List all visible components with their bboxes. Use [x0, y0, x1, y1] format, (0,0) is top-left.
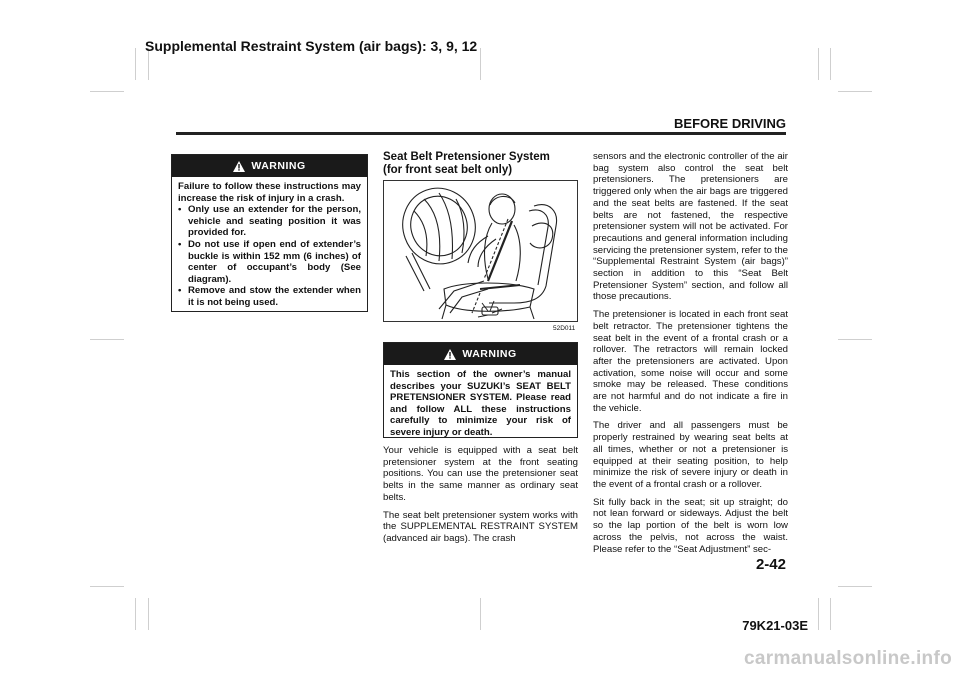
crop-mark — [830, 598, 831, 630]
paragraph: The seat belt pretensioner system works with the SUPPLEMENTAL RESTRAINT SYSTEM (advanced air bags). The crash — [383, 509, 578, 544]
paragraph: The pretensioner is located in each front seat belt retractor. The pretensioner tightens the seat belt in the event of a frontal crash or a rollover. The retractors will remain locked after the pretensioners are activated. Upon activation, some noise will occur and some smoke may be released. These conditions are not harmful and do not indicate a fire in the vehicle. — [593, 309, 788, 414]
warning-bullet: • Remove and stow the extender when it is not being used. — [178, 285, 361, 308]
crop-mark — [838, 339, 872, 340]
warning-heading: WARNING — [384, 343, 577, 365]
crop-mark — [148, 598, 149, 630]
warning-box-pretensioner — [383, 342, 578, 438]
crop-mark — [90, 339, 124, 340]
crop-mark — [90, 91, 124, 92]
section-title: Seat Belt Pretensioner System (for front seat belt only) — [383, 151, 550, 176]
warning-heading: WARNING — [172, 155, 367, 177]
warning-triangle-icon — [233, 161, 245, 172]
paragraph: Sit fully back in the seat; sit up straight; do not lean forward or sideways. Adjust the belt so the lap portion of the belt is worn low across the pelvis, not across the waist. Please refer to the “Seat Adjustment” sec- — [593, 496, 788, 555]
figure-code: 52D011 — [553, 325, 576, 332]
page-number: 2-42 — [755, 556, 786, 573]
crop-mark — [818, 48, 819, 80]
column-2-text — [383, 445, 578, 551]
crop-mark — [830, 48, 831, 80]
column-3-text — [593, 151, 788, 561]
warning-text: This section of the owner’s manual describes your SUZUKI’s SEAT BELT PRETENSIONER SYSTEM. Please read and follow ALL these instructions carefully to minimize your risk of severe injury or death. — [390, 369, 571, 438]
warning-intro: Failure to follow these instructions may increase the risk of injury in a crash. — [178, 181, 361, 204]
section-header: BEFORE DRIVING — [674, 116, 786, 131]
top-caption: Supplemental Restraint System (air bags): 3, 9, 12 — [145, 38, 478, 54]
crop-mark — [818, 598, 819, 630]
watermark: carmanualsonline.info — [744, 648, 952, 669]
seat-airbag-drawing — [384, 181, 577, 321]
document-code: 79K21-03E — [742, 618, 808, 633]
crop-mark — [135, 48, 136, 80]
paragraph: The driver and all passengers must be properly restrained by wearing seat belts at all times, whether or not a pretensioner is equipped at their seating position, to help minimize the risk of severe injury or death in the event of a frontal crash or a rollover. — [593, 420, 788, 490]
crop-mark — [90, 586, 124, 587]
paragraph: sensors and the electronic controller of the air bag system also control the seat belt pretensioners. The pretensioners are triggered only when the air bags are triggered and the seat belts are fastened. If the seat belts are not fastened, the respective pretensioner system will not be activated. For precautions and general information including servicing the pretensioner system, refer to the “Supplemental Restraint System (air bags)” section in addition to this “Seat Belt Pretensioner System” section, and follow all those precautions. — [593, 151, 788, 303]
warning-triangle-icon — [444, 349, 456, 360]
crop-mark — [480, 48, 481, 80]
warning-bullet: • Only use an extender for the person, vehicle and seating position it was provided for. — [178, 204, 361, 239]
crop-mark — [480, 598, 481, 630]
crop-mark — [135, 598, 136, 630]
warning-bullet-list — [178, 204, 361, 308]
crop-mark — [838, 91, 872, 92]
warning-box-extender — [171, 154, 368, 312]
pretensioner-illustration — [383, 180, 578, 322]
warning-bullet: • Do not use if open end of extender’s buckle is within 152 mm (6 inches) of center of occupant’s body (See diagram). — [178, 239, 361, 285]
paragraph: Your vehicle is equipped with a seat belt pretensioner system at the front seating positions. You can use the pretensioner seat belts in the same manner as ordinary seat belts. — [383, 445, 578, 503]
header-rule — [176, 132, 786, 135]
crop-mark — [838, 586, 872, 587]
